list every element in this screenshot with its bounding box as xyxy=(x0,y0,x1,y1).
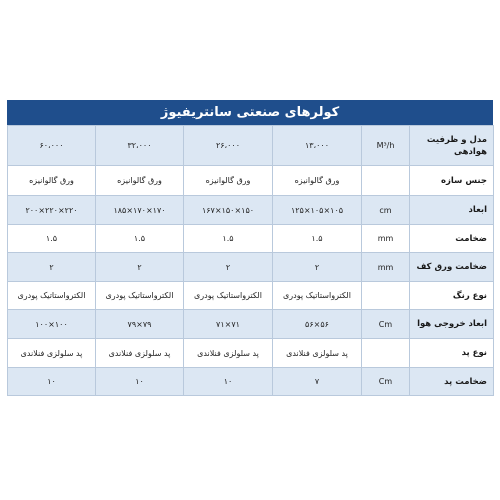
value-cell: پد سلولزی فنلاندی xyxy=(273,339,362,368)
value-cell: ورق گالوانیزه xyxy=(273,166,362,196)
row-label: جنس سازه xyxy=(410,166,494,196)
row-unit xyxy=(362,339,410,368)
spec-sheet xyxy=(7,100,493,400)
row-unit: M³/h xyxy=(362,126,410,166)
value-cell: ۵۶×۵۶ xyxy=(273,310,362,339)
value-cell: پد سلولزی فنلاندی xyxy=(8,339,96,368)
value-cell: ۶۰،۰۰۰ xyxy=(8,126,96,166)
value-cell: ۲ xyxy=(273,253,362,282)
value-cell: ۷۹×۷۹ xyxy=(96,310,184,339)
table-row xyxy=(8,339,494,368)
value-cell: ۷ xyxy=(273,368,362,396)
table-row xyxy=(8,282,494,310)
value-cell: ۱۳،۰۰۰ xyxy=(273,126,362,166)
value-cell: ۱.۵ xyxy=(184,225,273,253)
table-row xyxy=(8,166,494,196)
row-unit: Cm xyxy=(362,368,410,396)
value-cell: ۲۶،۰۰۰ xyxy=(184,126,273,166)
value-cell: الکترواستاتیک پودری xyxy=(96,282,184,310)
value-cell: ۳۲،۰۰۰ xyxy=(96,126,184,166)
value-cell: ۱۰ xyxy=(8,368,96,396)
row-unit: mm xyxy=(362,253,410,282)
table-row xyxy=(8,253,494,282)
row-label: ابعاد خروجی هوا xyxy=(410,310,494,339)
value-cell: پد سلولزی فنلاندی xyxy=(96,339,184,368)
row-unit: mm xyxy=(362,225,410,253)
value-cell: ۱.۵ xyxy=(8,225,96,253)
value-cell: ۱۰۵×۱۰۵×۱۲۵ xyxy=(273,196,362,225)
value-cell: ۲۲۰×۲۲۰×۲۰۰ xyxy=(8,196,96,225)
value-cell: ۲ xyxy=(184,253,273,282)
table-row xyxy=(8,368,494,396)
spec-table xyxy=(7,125,494,396)
value-cell: ۲ xyxy=(8,253,96,282)
table-row xyxy=(8,196,494,225)
row-label: ضخامت xyxy=(410,225,494,253)
row-label: نوع رنگ xyxy=(410,282,494,310)
value-cell: الکترواستاتیک پودری xyxy=(184,282,273,310)
value-cell: الکترواستاتیک پودری xyxy=(273,282,362,310)
value-cell: ورق گالوانیزه xyxy=(8,166,96,196)
table-row xyxy=(8,225,494,253)
row-label: ابعاد xyxy=(410,196,494,225)
value-cell: ۱۰ xyxy=(96,368,184,396)
value-cell: ۱۵۰×۱۵۰×۱۶۷ xyxy=(184,196,273,225)
value-cell: ۱.۵ xyxy=(273,225,362,253)
value-cell: پد سلولزی فنلاندی xyxy=(184,339,273,368)
row-label: ضخامت ورق کف xyxy=(410,253,494,282)
value-cell: ورق گالوانیزه xyxy=(184,166,273,196)
row-label: ضخامت پد xyxy=(410,368,494,396)
value-cell: ورق گالوانیزه xyxy=(96,166,184,196)
value-cell: ۱.۵ xyxy=(96,225,184,253)
row-unit: Cm xyxy=(362,310,410,339)
table-title: کولرهای صنعتی سانتریفیوژ xyxy=(7,100,493,125)
row-unit xyxy=(362,282,410,310)
row-label: نوع پد xyxy=(410,339,494,368)
value-cell: ۷۱×۷۱ xyxy=(184,310,273,339)
table-row xyxy=(8,126,494,166)
value-cell: الکترواستاتیک پودری xyxy=(8,282,96,310)
row-unit: cm xyxy=(362,196,410,225)
table-row xyxy=(8,310,494,339)
value-cell: ۲ xyxy=(96,253,184,282)
row-label: مدل و ظرفیت هوادهی xyxy=(410,126,494,166)
value-cell: ۱۷۰×۱۷۰×۱۸۵ xyxy=(96,196,184,225)
spec-table-body xyxy=(8,126,494,396)
value-cell: ۱۰ xyxy=(184,368,273,396)
value-cell: ۱۰۰×۱۰۰ xyxy=(8,310,96,339)
row-unit xyxy=(362,166,410,196)
